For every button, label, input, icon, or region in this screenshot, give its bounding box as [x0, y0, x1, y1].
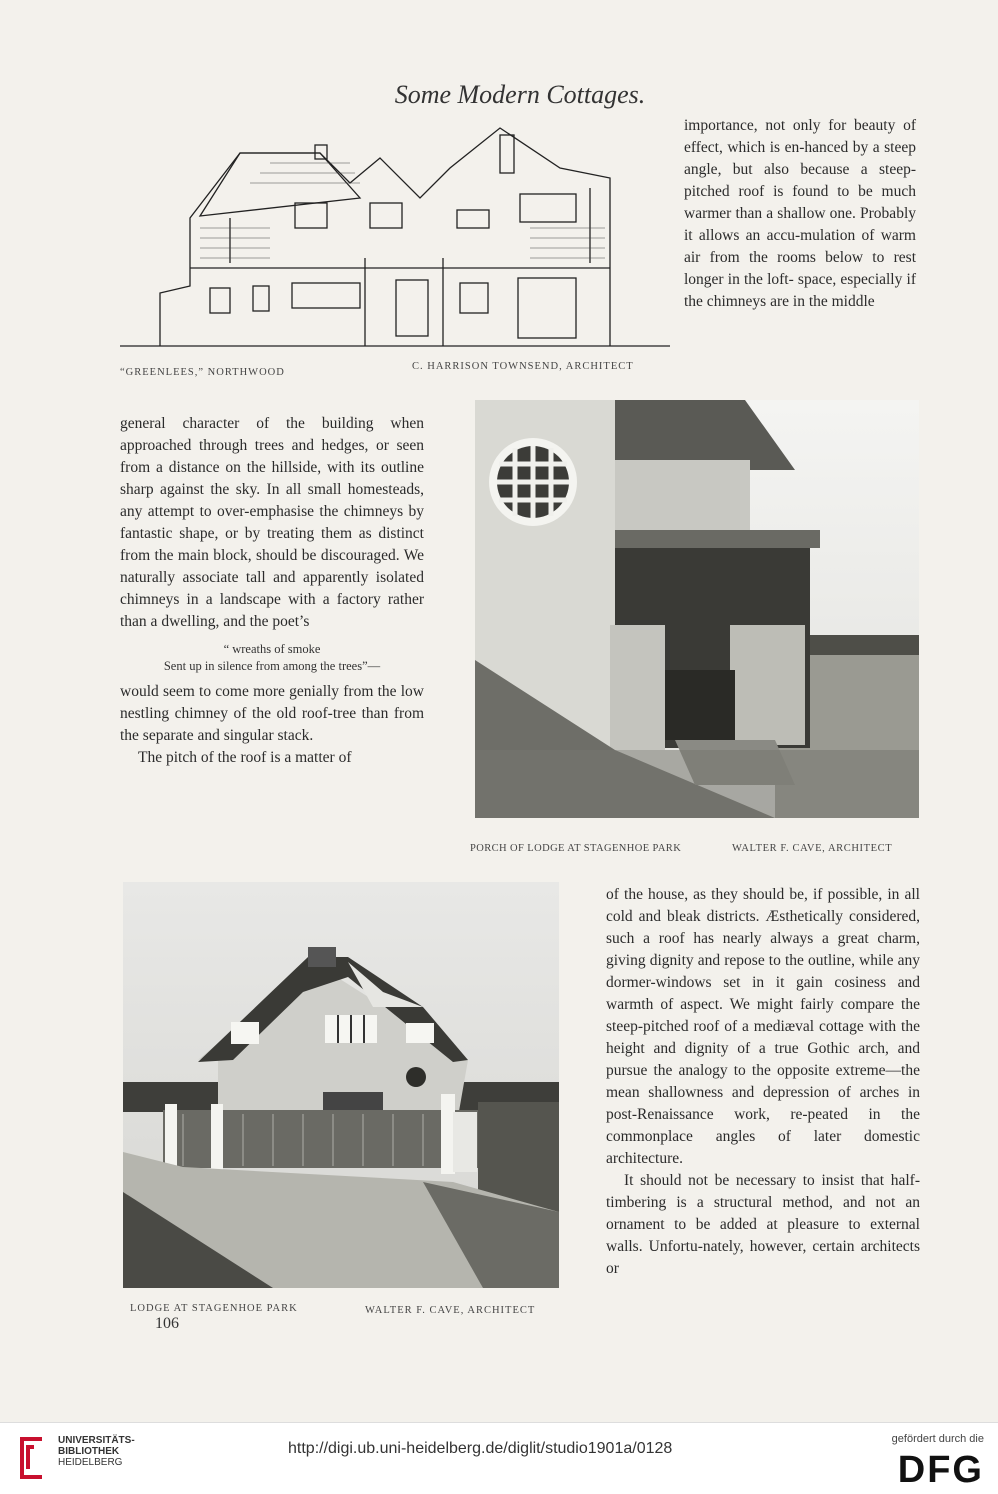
paragraph: general character of the building when approached through trees and hedges, or seen from a distance on the hillside, with its outline sharp against the sky. In all small homesteads, any attempt to over-emphasise the chimneys by fantastic shape, or by treating them as distinct from the main block, should be discouraged. We naturally associate tall and apparently isolated chimneys in a landscape with a factory rather than a dwelling, and the poet’s [120, 415, 424, 630]
running-title: Some Modern Cottages. [394, 80, 646, 109]
library-logo-icon [12, 1433, 52, 1483]
porch-photograph [475, 400, 919, 818]
greenlees-caption-right: C. HARRISON TOWNSEND, ARCHITECT [412, 361, 634, 372]
text-left-column [120, 413, 424, 769]
lodge-photograph [123, 882, 559, 1288]
poetry-quote: “ wreaths of smoke Sent up in silence from among the trees”— [163, 642, 381, 673]
paragraph: It should not be necessary to insist that half-timbering is a structural method, and not an ornament to be added at pleasure to external walls. Unfortu-nately, however, certain architects or [606, 1172, 920, 1277]
paragraph: of the house, as they should be, if possible, in all cold and bleak districts. Æsthetically considered, such a roof has nearly always a great charm, giving dignity and repose to the outline, while any dormer-windows set in it gain cosiness and warmth of aspect. We might fairly compare the steep-pitched roof of a mediæval cottage with the height and dignity of a true Gothic arch, and pursue the analogy to the opposite extreme—the mean shallowness and depression of arches in post-Renaissance work, re-peated in the commonplace angles of later domestic architecture. [606, 886, 920, 1167]
library-logo-text: UNIVERSITÄTS- BIBLIOTHEK HEIDELBERG [58, 1435, 135, 1468]
porch-caption-left: PORCH OF LODGE AT STAGENHOE PARK [470, 843, 682, 854]
viewer-footer [0, 1422, 998, 1494]
lodge-caption-right: WALTER F. CAVE, ARCHITECT [365, 1305, 536, 1316]
page-number: 106 [155, 1315, 179, 1332]
lodge-caption-left: LODGE AT STAGENHOE PARK [130, 1303, 298, 1314]
greenlees-caption-left: “GREENLEES,” NORTHWOOD [120, 367, 285, 378]
text-top-right: importance, not only for beauty of effect, which is en-hanced by a steep angle, but also because a steep-pitched roof is found to be much warmer than a shallow one. Probably it allows an accu-mulation of warm air from the rooms below to rest longer in the loft- space, especially if the chimneys are in the middle [684, 117, 916, 310]
porch-caption-right: WALTER F. CAVE, ARCHITECT [732, 843, 893, 854]
greenlees-drawing [120, 118, 680, 358]
dfg-logo: DFG [897, 1449, 984, 1491]
paragraph: The pitch of the roof is a matter of [138, 749, 352, 766]
paragraph: would seem to come more genially from the low nestling chimney of the old roof-tree than from the separate and singular stack. [120, 683, 424, 744]
permalink-url[interactable]: http://digi.ub.uni-heidelberg.de/diglit/studio1901a/0128 [288, 1440, 673, 1457]
sponsor-text: gefördert durch die [891, 1433, 984, 1445]
text-bottom-right [606, 884, 920, 1280]
